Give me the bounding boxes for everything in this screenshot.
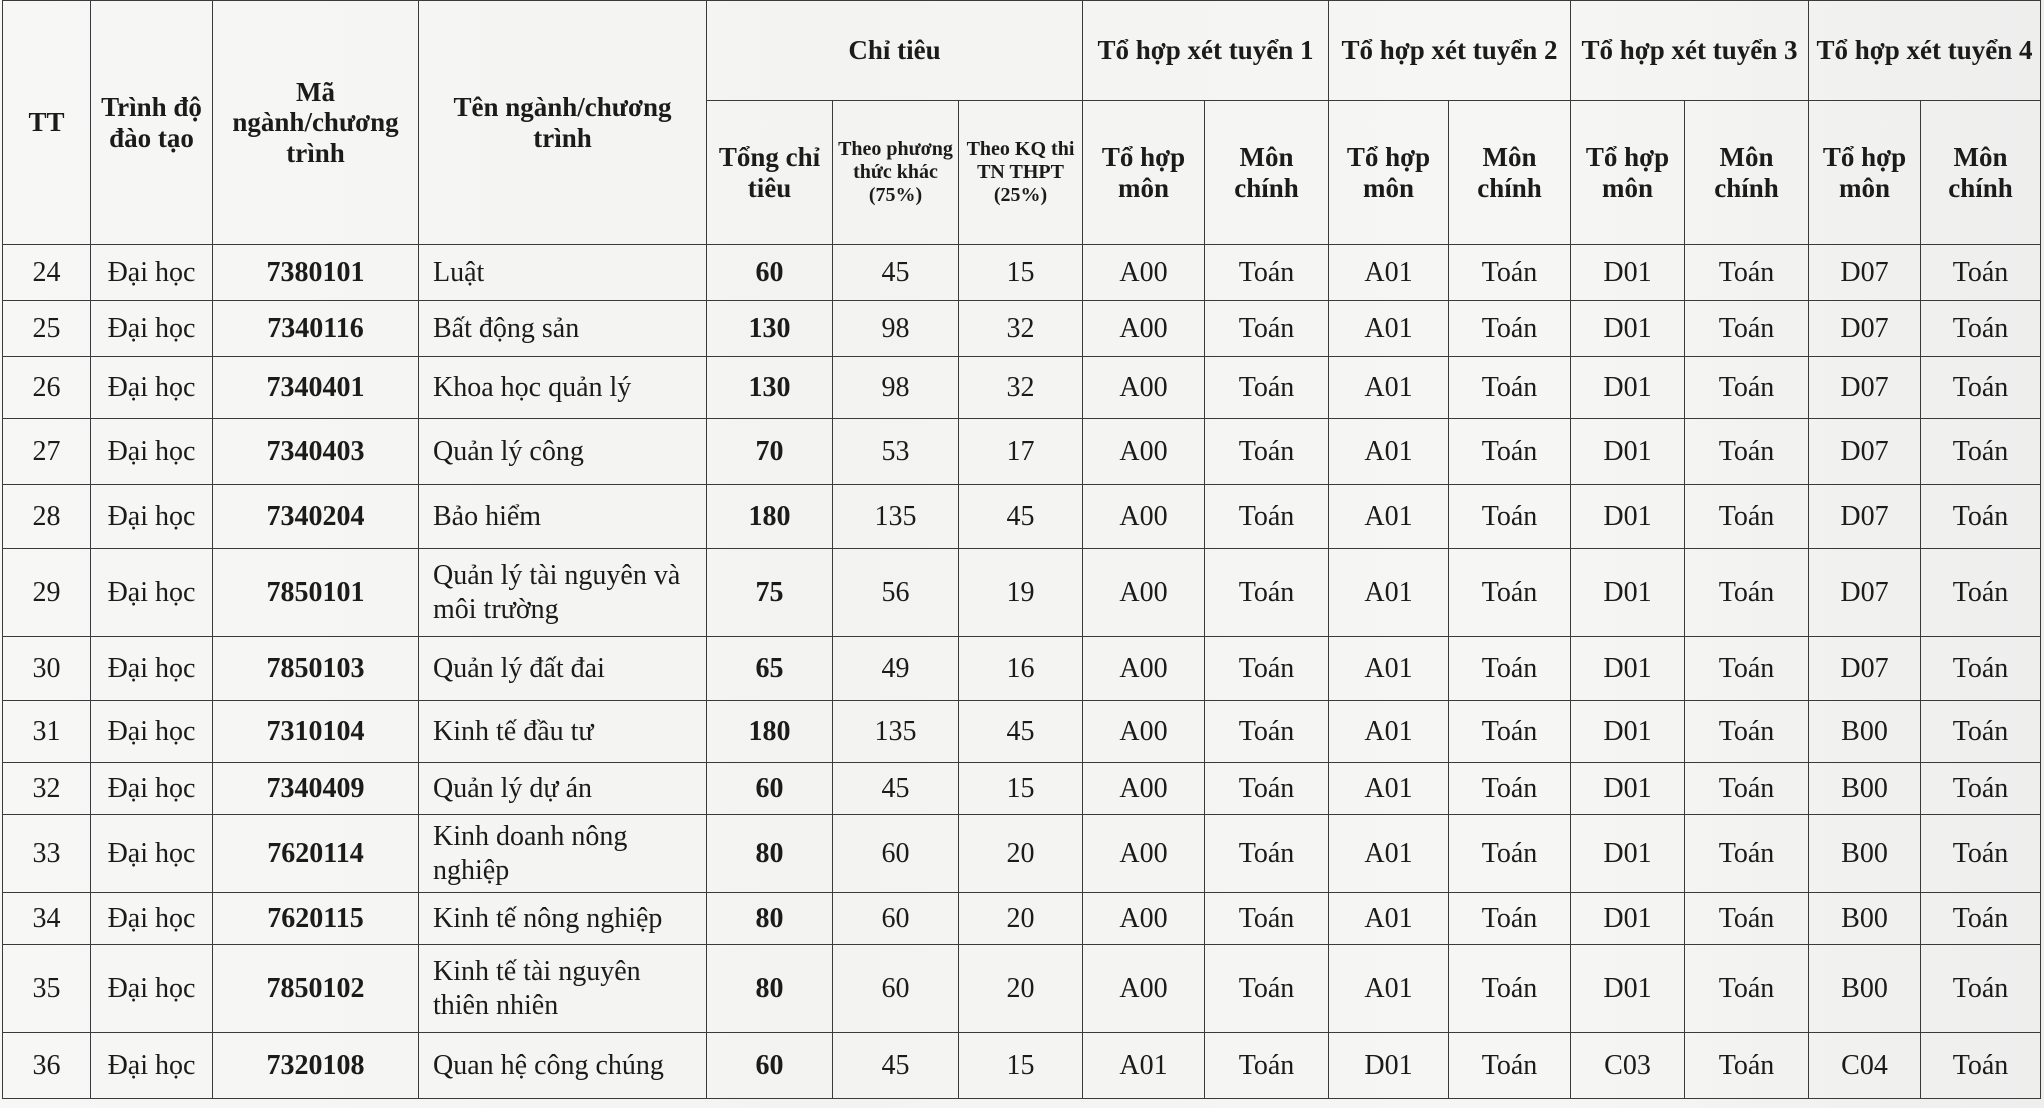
cell-other: 135 [833, 701, 959, 763]
cell-tt: 36 [3, 1033, 91, 1099]
cell-combo-3: D01 [1571, 893, 1685, 945]
cell-main-subject-4: Toán [1921, 301, 2041, 357]
cell-other: 60 [833, 945, 959, 1033]
cell-main-subject-1: Toán [1205, 701, 1329, 763]
cell-main-subject-3: Toán [1685, 357, 1809, 419]
cell-main-subject-3: Toán [1685, 549, 1809, 637]
cell-main-subject-1: Toán [1205, 419, 1329, 485]
table-row [3, 549, 2041, 637]
cell-level: Đại học [91, 893, 213, 945]
header-ten-nganh: Tên ngành/chương trình [419, 1, 707, 245]
cell-main-subject-1: Toán [1205, 485, 1329, 549]
cell-combo-4: D07 [1809, 637, 1921, 701]
admissions-quota-table [2, 0, 2041, 1099]
cell-code: 7340409 [213, 763, 419, 815]
cell-main-subject-4: Toán [1921, 701, 2041, 763]
cell-combo-1: A00 [1083, 549, 1205, 637]
cell-total: 180 [707, 701, 833, 763]
cell-combo-4: B00 [1809, 763, 1921, 815]
cell-level: Đại học [91, 763, 213, 815]
cell-tt: 25 [3, 301, 91, 357]
cell-name: Quản lý tài nguyên và môi trường [419, 549, 707, 637]
cell-name: Quản lý đất đai [419, 637, 707, 701]
table-row [3, 419, 2041, 485]
table-row [3, 1033, 2041, 1099]
cell-main-subject-2: Toán [1449, 419, 1571, 485]
cell-main-subject-4: Toán [1921, 815, 2041, 893]
cell-name: Kinh tế nông nghiệp [419, 893, 707, 945]
cell-total: 80 [707, 893, 833, 945]
header-to-hop-3: Tổ hợp xét tuyển 3 [1571, 1, 1809, 101]
cell-other: 45 [833, 245, 959, 301]
cell-main-subject-2: Toán [1449, 245, 1571, 301]
cell-main-subject-1: Toán [1205, 893, 1329, 945]
cell-tt: 35 [3, 945, 91, 1033]
cell-other: 49 [833, 637, 959, 701]
cell-level: Đại học [91, 357, 213, 419]
header-to-hop-4: Tổ hợp xét tuyển 4 [1809, 1, 2041, 101]
cell-main-subject-3: Toán [1685, 1033, 1809, 1099]
header-tt: TT [3, 1, 91, 245]
table-row [3, 763, 2041, 815]
cell-total: 130 [707, 357, 833, 419]
cell-code: 7340403 [213, 419, 419, 485]
cell-total: 65 [707, 637, 833, 701]
cell-other: 45 [833, 1033, 959, 1099]
cell-total: 180 [707, 485, 833, 549]
cell-main-subject-1: Toán [1205, 637, 1329, 701]
cell-combo-1: A00 [1083, 301, 1205, 357]
cell-main-subject-4: Toán [1921, 1033, 2041, 1099]
header-ma-nganh: Mã ngành/chương trình [213, 1, 419, 245]
cell-combo-1: A00 [1083, 815, 1205, 893]
cell-code: 7850102 [213, 945, 419, 1033]
cell-name: Quản lý dự án [419, 763, 707, 815]
cell-main-subject-3: Toán [1685, 301, 1809, 357]
header-tong-chi-tieu: Tổng chỉ tiêu [707, 101, 833, 245]
cell-combo-2: A01 [1329, 301, 1449, 357]
cell-thpt: 15 [959, 245, 1083, 301]
cell-level: Đại học [91, 637, 213, 701]
cell-thpt: 15 [959, 1033, 1083, 1099]
cell-combo-3: D01 [1571, 245, 1685, 301]
cell-main-subject-3: Toán [1685, 419, 1809, 485]
cell-tt: 26 [3, 357, 91, 419]
cell-combo-3: D01 [1571, 701, 1685, 763]
cell-tt: 27 [3, 419, 91, 485]
cell-combo-3: D01 [1571, 357, 1685, 419]
cell-code: 7310104 [213, 701, 419, 763]
cell-total: 130 [707, 301, 833, 357]
cell-code: 7850101 [213, 549, 419, 637]
cell-combo-4: D07 [1809, 419, 1921, 485]
cell-code: 7340204 [213, 485, 419, 549]
cell-main-subject-2: Toán [1449, 763, 1571, 815]
cell-thpt: 19 [959, 549, 1083, 637]
cell-tt: 31 [3, 701, 91, 763]
cell-combo-2: A01 [1329, 945, 1449, 1033]
cell-main-subject-3: Toán [1685, 945, 1809, 1033]
cell-tt: 24 [3, 245, 91, 301]
cell-main-subject-2: Toán [1449, 1033, 1571, 1099]
cell-other: 98 [833, 301, 959, 357]
cell-main-subject-3: Toán [1685, 485, 1809, 549]
cell-other: 60 [833, 815, 959, 893]
cell-combo-2: A01 [1329, 815, 1449, 893]
cell-combo-1: A00 [1083, 701, 1205, 763]
cell-thpt: 45 [959, 701, 1083, 763]
cell-other: 98 [833, 357, 959, 419]
cell-main-subject-4: Toán [1921, 485, 2041, 549]
cell-tt: 30 [3, 637, 91, 701]
cell-tt: 29 [3, 549, 91, 637]
cell-level: Đại học [91, 301, 213, 357]
cell-combo-3: D01 [1571, 637, 1685, 701]
cell-main-subject-1: Toán [1205, 1033, 1329, 1099]
header-to-hop-mon-3: Tổ hợp môn [1571, 101, 1685, 245]
cell-combo-3: D01 [1571, 419, 1685, 485]
cell-code: 7620115 [213, 893, 419, 945]
cell-thpt: 20 [959, 945, 1083, 1033]
cell-level: Đại học [91, 549, 213, 637]
cell-combo-4: B00 [1809, 701, 1921, 763]
table-body [3, 245, 2041, 1099]
cell-main-subject-4: Toán [1921, 245, 2041, 301]
table-row [3, 893, 2041, 945]
cell-thpt: 32 [959, 357, 1083, 419]
cell-level: Đại học [91, 815, 213, 893]
cell-main-subject-2: Toán [1449, 301, 1571, 357]
cell-level: Đại học [91, 419, 213, 485]
cell-total: 75 [707, 549, 833, 637]
cell-name: Luật [419, 245, 707, 301]
cell-main-subject-4: Toán [1921, 357, 2041, 419]
cell-code: 7340116 [213, 301, 419, 357]
cell-combo-1: A00 [1083, 945, 1205, 1033]
cell-name: Bảo hiểm [419, 485, 707, 549]
cell-combo-2: A01 [1329, 893, 1449, 945]
cell-combo-2: A01 [1329, 549, 1449, 637]
cell-thpt: 20 [959, 815, 1083, 893]
cell-combo-2: A01 [1329, 357, 1449, 419]
cell-main-subject-2: Toán [1449, 893, 1571, 945]
cell-combo-3: D01 [1571, 549, 1685, 637]
header-theo-kq: Theo KQ thi TN THPT (25%) [959, 101, 1083, 245]
cell-name: Quản lý công [419, 419, 707, 485]
cell-combo-3: C03 [1571, 1033, 1685, 1099]
cell-tt: 33 [3, 815, 91, 893]
cell-level: Đại học [91, 701, 213, 763]
cell-main-subject-2: Toán [1449, 637, 1571, 701]
cell-combo-3: D01 [1571, 763, 1685, 815]
cell-code: 7850103 [213, 637, 419, 701]
cell-tt: 28 [3, 485, 91, 549]
cell-main-subject-1: Toán [1205, 549, 1329, 637]
cell-combo-1: A00 [1083, 245, 1205, 301]
cell-level: Đại học [91, 245, 213, 301]
cell-combo-4: D07 [1809, 245, 1921, 301]
cell-total: 80 [707, 815, 833, 893]
cell-combo-2: A01 [1329, 485, 1449, 549]
cell-level: Đại học [91, 485, 213, 549]
cell-main-subject-3: Toán [1685, 245, 1809, 301]
table-row [3, 301, 2041, 357]
cell-main-subject-2: Toán [1449, 549, 1571, 637]
cell-main-subject-4: Toán [1921, 763, 2041, 815]
header-mon-chinh-2: Môn chính [1449, 101, 1571, 245]
cell-name: Bất động sản [419, 301, 707, 357]
cell-main-subject-1: Toán [1205, 301, 1329, 357]
table-row [3, 245, 2041, 301]
cell-main-subject-4: Toán [1921, 549, 2041, 637]
cell-combo-4: B00 [1809, 815, 1921, 893]
cell-main-subject-3: Toán [1685, 637, 1809, 701]
cell-thpt: 20 [959, 893, 1083, 945]
cell-combo-4: C04 [1809, 1033, 1921, 1099]
cell-combo-4: D07 [1809, 301, 1921, 357]
cell-total: 60 [707, 763, 833, 815]
cell-combo-2: A01 [1329, 637, 1449, 701]
cell-combo-1: A01 [1083, 1033, 1205, 1099]
cell-level: Đại học [91, 945, 213, 1033]
cell-main-subject-3: Toán [1685, 815, 1809, 893]
cell-tt: 32 [3, 763, 91, 815]
cell-total: 70 [707, 419, 833, 485]
cell-combo-4: D07 [1809, 549, 1921, 637]
cell-combo-1: A00 [1083, 637, 1205, 701]
cell-combo-2: A01 [1329, 701, 1449, 763]
cell-name: Khoa học quản lý [419, 357, 707, 419]
cell-combo-1: A00 [1083, 419, 1205, 485]
cell-combo-2: A01 [1329, 419, 1449, 485]
cell-other: 60 [833, 893, 959, 945]
cell-code: 7620114 [213, 815, 419, 893]
cell-code: 7320108 [213, 1033, 419, 1099]
cell-main-subject-2: Toán [1449, 485, 1571, 549]
cell-combo-1: A00 [1083, 763, 1205, 815]
cell-main-subject-2: Toán [1449, 357, 1571, 419]
header-to-hop-mon-4: Tổ hợp môn [1809, 101, 1921, 245]
cell-combo-4: D07 [1809, 357, 1921, 419]
cell-main-subject-1: Toán [1205, 763, 1329, 815]
cell-main-subject-4: Toán [1921, 637, 2041, 701]
cell-total: 80 [707, 945, 833, 1033]
table-row [3, 701, 2041, 763]
table-row [3, 357, 2041, 419]
cell-combo-2: A01 [1329, 245, 1449, 301]
cell-combo-3: D01 [1571, 485, 1685, 549]
header-mon-chinh-3: Môn chính [1685, 101, 1809, 245]
cell-main-subject-1: Toán [1205, 245, 1329, 301]
cell-combo-3: D01 [1571, 301, 1685, 357]
cell-combo-3: D01 [1571, 815, 1685, 893]
cell-other: 45 [833, 763, 959, 815]
cell-main-subject-2: Toán [1449, 701, 1571, 763]
header-to-hop-1: Tổ hợp xét tuyển 1 [1083, 1, 1329, 101]
header-to-hop-2: Tổ hợp xét tuyển 2 [1329, 1, 1571, 101]
header-chi-tieu: Chỉ tiêu [707, 1, 1083, 101]
cell-total: 60 [707, 1033, 833, 1099]
cell-other: 135 [833, 485, 959, 549]
cell-thpt: 17 [959, 419, 1083, 485]
cell-main-subject-1: Toán [1205, 357, 1329, 419]
cell-main-subject-3: Toán [1685, 701, 1809, 763]
cell-combo-1: A00 [1083, 893, 1205, 945]
cell-name: Kinh tế tài nguyên thiên nhiên [419, 945, 707, 1033]
cell-main-subject-2: Toán [1449, 815, 1571, 893]
table-row [3, 485, 2041, 549]
header-mon-chinh-4: Môn chính [1921, 101, 2041, 245]
header-to-hop-mon-2: Tổ hợp môn [1329, 101, 1449, 245]
table-row [3, 637, 2041, 701]
cell-other: 56 [833, 549, 959, 637]
cell-main-subject-3: Toán [1685, 763, 1809, 815]
cell-thpt: 45 [959, 485, 1083, 549]
cell-main-subject-2: Toán [1449, 945, 1571, 1033]
cell-total: 60 [707, 245, 833, 301]
cell-main-subject-4: Toán [1921, 945, 2041, 1033]
cell-code: 7380101 [213, 245, 419, 301]
cell-tt: 34 [3, 893, 91, 945]
header-trinh-do: Trình độ đào tạo [91, 1, 213, 245]
cell-other: 53 [833, 419, 959, 485]
cell-combo-1: A00 [1083, 485, 1205, 549]
cell-main-subject-1: Toán [1205, 945, 1329, 1033]
cell-name: Quan hệ công chúng [419, 1033, 707, 1099]
table-row [3, 945, 2041, 1033]
cell-combo-2: A01 [1329, 763, 1449, 815]
cell-combo-4: B00 [1809, 945, 1921, 1033]
cell-combo-1: A00 [1083, 357, 1205, 419]
cell-combo-2: D01 [1329, 1033, 1449, 1099]
table-header [3, 1, 2041, 245]
cell-main-subject-1: Toán [1205, 815, 1329, 893]
cell-thpt: 32 [959, 301, 1083, 357]
cell-combo-3: D01 [1571, 945, 1685, 1033]
cell-main-subject-4: Toán [1921, 893, 2041, 945]
cell-combo-4: D07 [1809, 485, 1921, 549]
cell-thpt: 16 [959, 637, 1083, 701]
header-to-hop-mon-1: Tổ hợp môn [1083, 101, 1205, 245]
header-theo-phuong-thuc: Theo phương thức khác (75%) [833, 101, 959, 245]
cell-level: Đại học [91, 1033, 213, 1099]
cell-combo-4: B00 [1809, 893, 1921, 945]
cell-main-subject-4: Toán [1921, 419, 2041, 485]
cell-code: 7340401 [213, 357, 419, 419]
cell-name: Kinh tế đầu tư [419, 701, 707, 763]
cell-name: Kinh doanh nông nghiệp [419, 815, 707, 893]
cell-thpt: 15 [959, 763, 1083, 815]
header-mon-chinh-1: Môn chính [1205, 101, 1329, 245]
table-row [3, 815, 2041, 893]
cell-main-subject-3: Toán [1685, 893, 1809, 945]
